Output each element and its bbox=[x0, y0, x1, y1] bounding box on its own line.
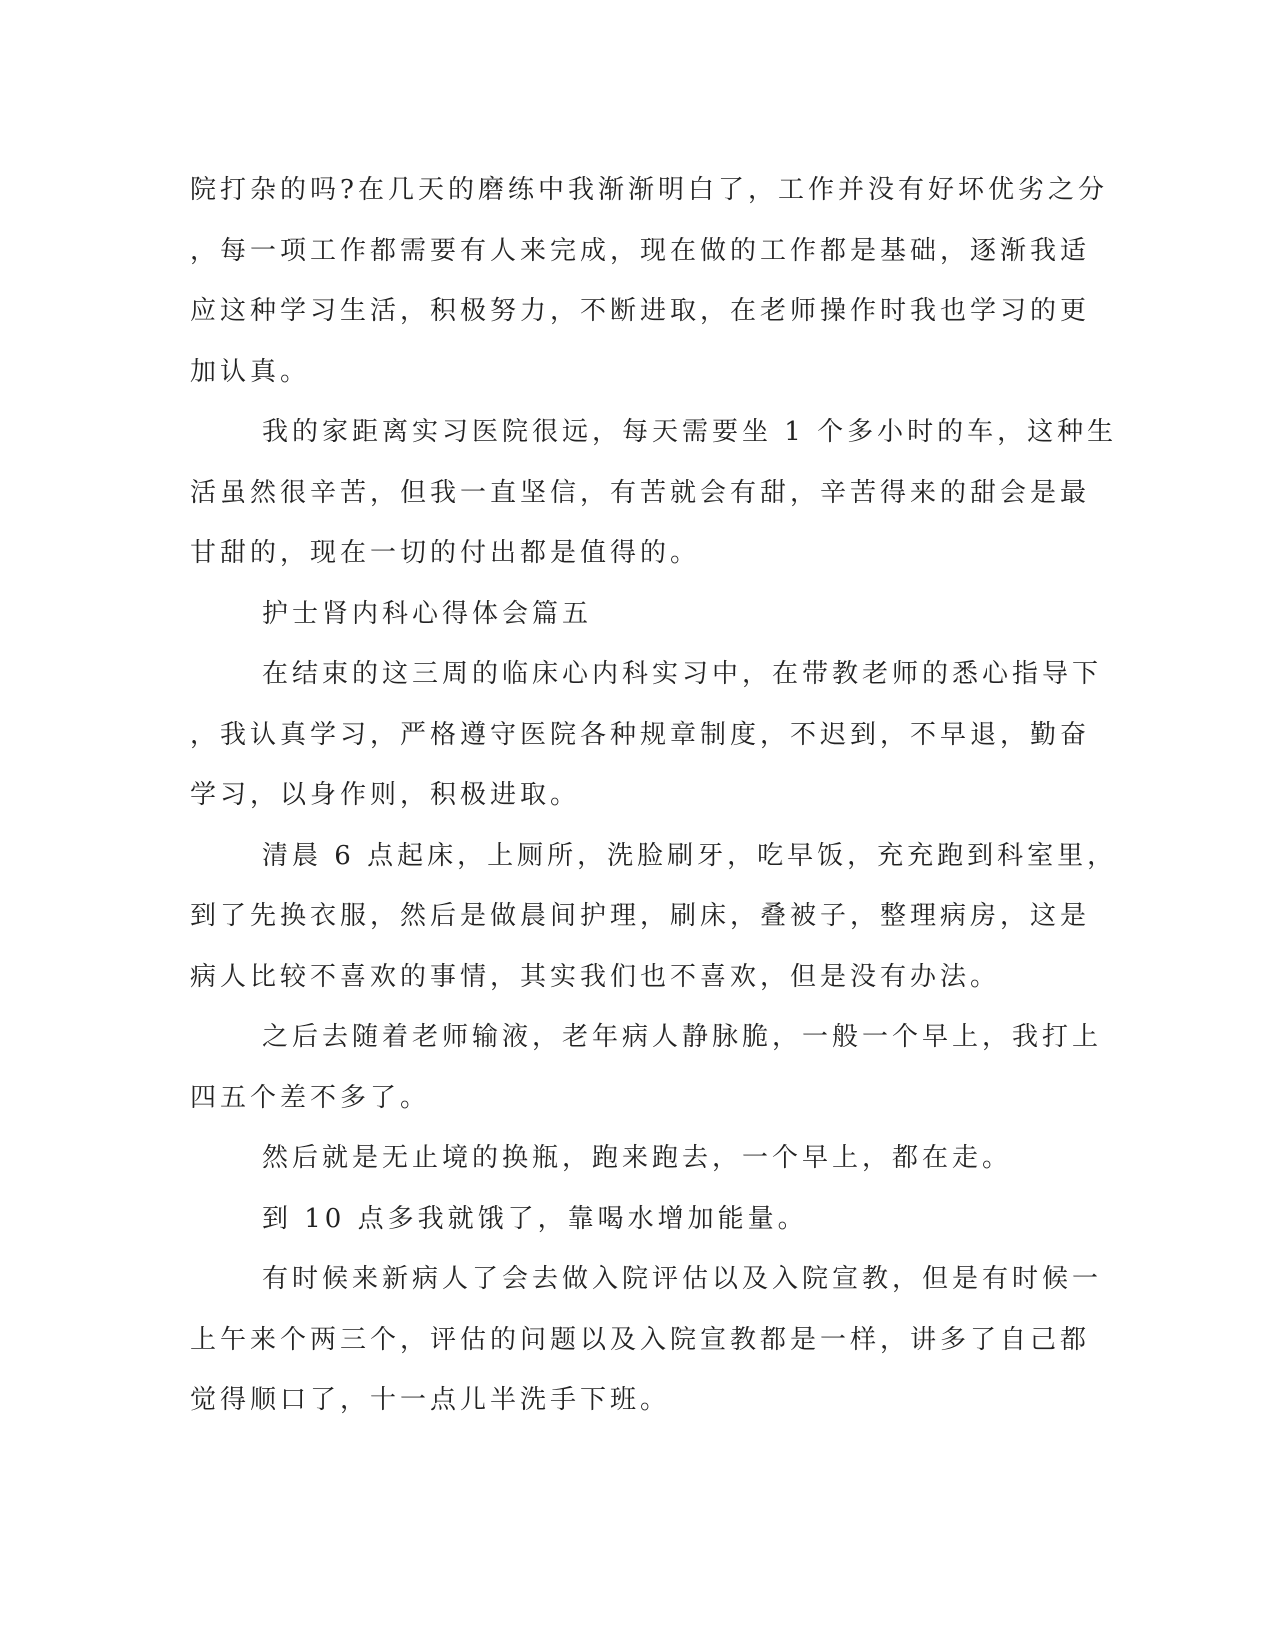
text-line: 应这种学习生活，积极努力，不断进取，在老师操作时我也学习的更 bbox=[190, 296, 1091, 326]
text-line: 甘甜的，现在一切的付出都是值得的。 bbox=[190, 538, 701, 568]
section-heading: 护士肾内科心得体会篇五 bbox=[262, 598, 593, 629]
text-line: 加认真。 bbox=[190, 356, 311, 387]
text-line: 到了先换衣服，然后是做晨间护理，刷床，叠被子，整理病房，这是 bbox=[190, 901, 1091, 931]
text-line: 上午来个两三个，评估的问题以及入院宣教都是一样，讲多了自己都 bbox=[190, 1324, 1091, 1355]
text-line: ，我认真学习，严格遵守医院各种规章制度，不迟到，不早退，勤奋 bbox=[190, 719, 1091, 750]
text-line: 清晨 6 点起床，上厕所，洗脸刷牙，吃早饭，充充跑到科室里， bbox=[262, 840, 1118, 871]
text-line: 学习，以身作则，积极进取。 bbox=[190, 780, 581, 810]
text-line: 我的家距离实习医院很远，每天需要坐 1 个多小时的车，这种生 bbox=[262, 417, 1118, 447]
text-line: 觉得顺口了，十一点儿半洗手下班。 bbox=[190, 1385, 671, 1415]
text-line: 院打杂的吗?在几天的磨练中我渐渐明白了，工作并没有好坏优劣之分 bbox=[190, 175, 1108, 205]
text-line: 病人比较不喜欢的事情，其实我们也不喜欢，但是没有办法。 bbox=[190, 961, 1001, 992]
document-body bbox=[190, 160, 1118, 1431]
text-line: 在结束的这三周的临床心内科实习中，在带教老师的悉心指导下 bbox=[262, 659, 1103, 689]
text-line: ，每一项工作都需要有人来完成，现在做的工作都是基础，逐渐我适 bbox=[190, 235, 1091, 266]
text-line: 有时候来新病人了会去做入院评估以及入院宣教，但是有时候一 bbox=[262, 1264, 1103, 1294]
text-line: 之后去随着老师输液，老年病人静脉脆，一般一个早上，我打上 bbox=[262, 1022, 1103, 1052]
text-line: 四五个差不多了。 bbox=[190, 1082, 431, 1113]
text-line: 到 10 点多我就饿了，靠喝水增加能量。 bbox=[262, 1203, 808, 1234]
text-line: 活虽然很辛苦，但我一直坚信，有苦就会有甜，辛苦得来的甜会是最 bbox=[190, 477, 1091, 508]
text-line: 然后就是无止境的换瓶，跑来跑去，一个早上，都在走。 bbox=[262, 1143, 1013, 1173]
